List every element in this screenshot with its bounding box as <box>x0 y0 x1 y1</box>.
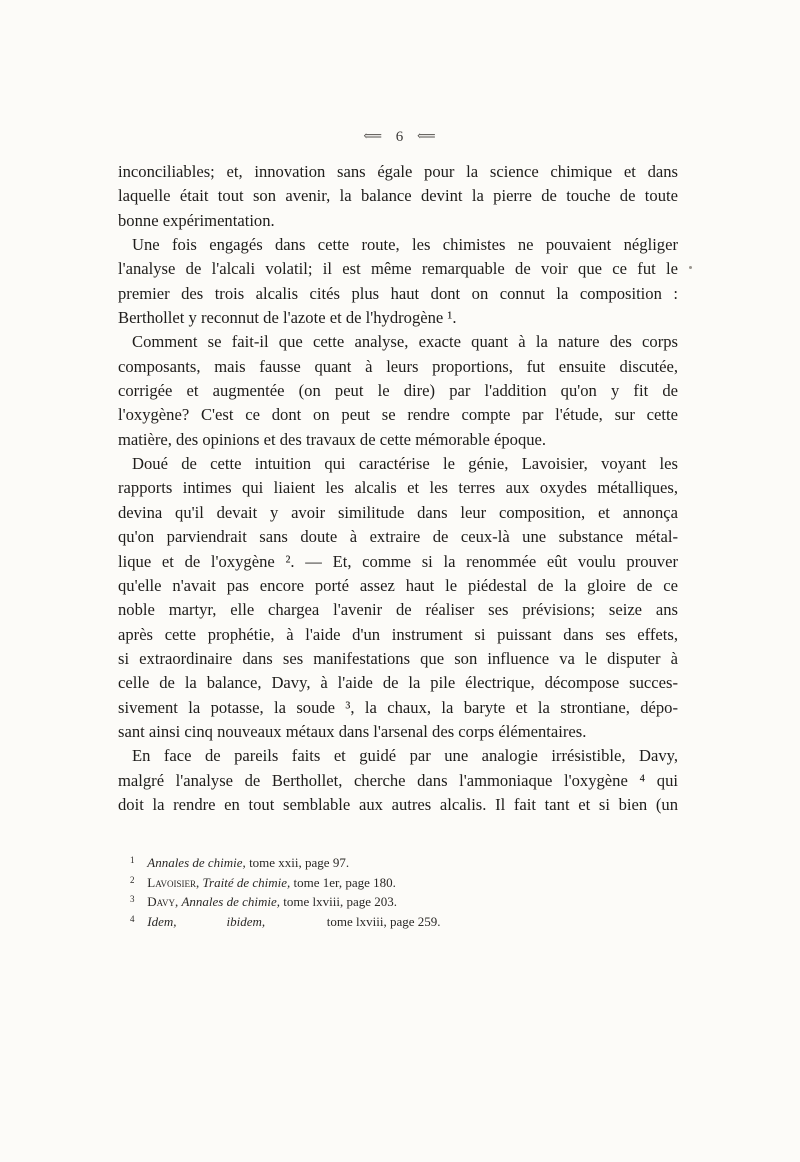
body-line: Doué de cette intuition qui caractérise le génie, Lavoisier, voyant les <box>132 454 678 474</box>
footnote-number: 3 <box>130 894 135 904</box>
page-number: 6 <box>395 129 405 145</box>
body-line: laquelle était tout son avenir, la balance devint la pierre de touche de toute <box>118 186 678 206</box>
body-line: premier des trois alcalis cités plus haut dont on connut la composition : <box>118 283 678 303</box>
footnote-number: 4 <box>130 913 135 924</box>
body-line: après cette prophétie, à l'aide d'un instrument si puissant dans ses effets, <box>118 624 678 644</box>
left-ornament-icon: ⟸ <box>363 128 383 143</box>
body-line: corrigée et augmentée (on peut le dire) par l'addition qu'on y fit de <box>118 381 678 401</box>
running-head <box>0 128 800 146</box>
body-line: malgré l'analyse de Berthollet, cherche dans l'ammoniaque l'oxygène ⁴ qui <box>118 770 678 790</box>
footnote-3 <box>130 890 550 910</box>
footnote-author: Lavoisier, <box>147 874 200 890</box>
body-text <box>118 160 678 817</box>
body-line: En face de pareils faits et guidé par une analogie irrésistible, Davy, <box>132 746 678 766</box>
body-line: Berthollet y reconnut de l'azote et de l'hydrogène ¹. <box>118 308 457 328</box>
footnote-author: Davy, <box>147 894 179 909</box>
body-line: l'analyse de l'alcali volatil; il est même remarquable de voir que ce fut le <box>118 259 678 279</box>
footnote-number: 2 <box>130 874 135 885</box>
body-line: sivement la potasse, la soude ³, la chaux, la baryte et la strontiane, dépo- <box>118 697 678 717</box>
footnote-source: ibidem, <box>226 913 266 929</box>
footnote-source: Annales de chimie, <box>181 894 281 909</box>
body-line: Comment se fait-il que cette analyse, exacte quant à la nature des corps <box>132 332 678 352</box>
body-line: bonne expérimentation. <box>118 210 275 230</box>
footnote-ref: tome xxii, page 97. <box>249 855 350 870</box>
body-line: lique et de l'oxygène ². — Et, comme si la renommée eût voulu prouver <box>118 551 678 571</box>
margin-speck <box>689 266 692 269</box>
footnote-ref: tome lxviii, page 203. <box>283 894 398 909</box>
body-line: rapports intimes qui liaient les alcalis et les terres aux oxydes métalliques, <box>118 478 678 498</box>
body-line: qu'elle n'avait pas encore porté assez haut le piédestal de la gloire de ce <box>118 575 678 595</box>
body-line: doit la rendre en tout semblable aux autres alcalis. Il fait tant et si bien (un <box>118 794 678 814</box>
body-line: inconciliables; et, innovation sans égale pour la science chimique et dans <box>118 162 678 181</box>
footnote-number: 1 <box>130 855 135 865</box>
body-line: qu'on parviendrait sans doute à extraire de ceux-là une substance métal- <box>118 527 678 547</box>
body-line: matière, des opinions et des travaux de cette mémorable époque. <box>118 429 547 449</box>
footnote-2 <box>130 871 550 891</box>
footnote-source: Idem, <box>147 913 177 929</box>
footnote-source: Annales de chimie, <box>147 855 246 870</box>
body-line: si extraordinaire dans ses manifestations que son influence va le disputer à <box>118 648 678 668</box>
footnote-4 <box>130 910 550 930</box>
body-line: l'oxygène? C'est ce dont on peut se rendre compte par l'étude, sur cette <box>118 405 678 425</box>
body-line: noble martyr, elle chargea l'avenir de réaliser ses prévisions; seize ans <box>118 600 678 620</box>
footnote-source: Traité de chimie, <box>202 874 291 890</box>
right-ornament-icon: ⟸ <box>417 128 437 143</box>
body-line: Une fois engagés dans cette route, les chimistes ne pouvaient négliger <box>132 235 678 255</box>
body-line: celle de la balance, Davy, à l'aide de la pile électrique, décompose succes- <box>118 673 678 693</box>
footnote-1 <box>130 851 550 871</box>
body-line: devina qu'il devait y avoir similitude dans leur composition, et annonça <box>118 502 678 522</box>
footnote-ref: tome lxviii, page 259. <box>326 913 441 929</box>
footnotes <box>130 851 550 929</box>
body-line: composants, mais fausse quant à leurs proportions, fut ensuite discutée, <box>118 356 678 376</box>
body-line: sant ainsi cinq nouveaux métaux dans l'arsenal des corps élémentaires. <box>118 721 587 741</box>
footnote-ref: tome 1er, page 180. <box>293 874 396 890</box>
